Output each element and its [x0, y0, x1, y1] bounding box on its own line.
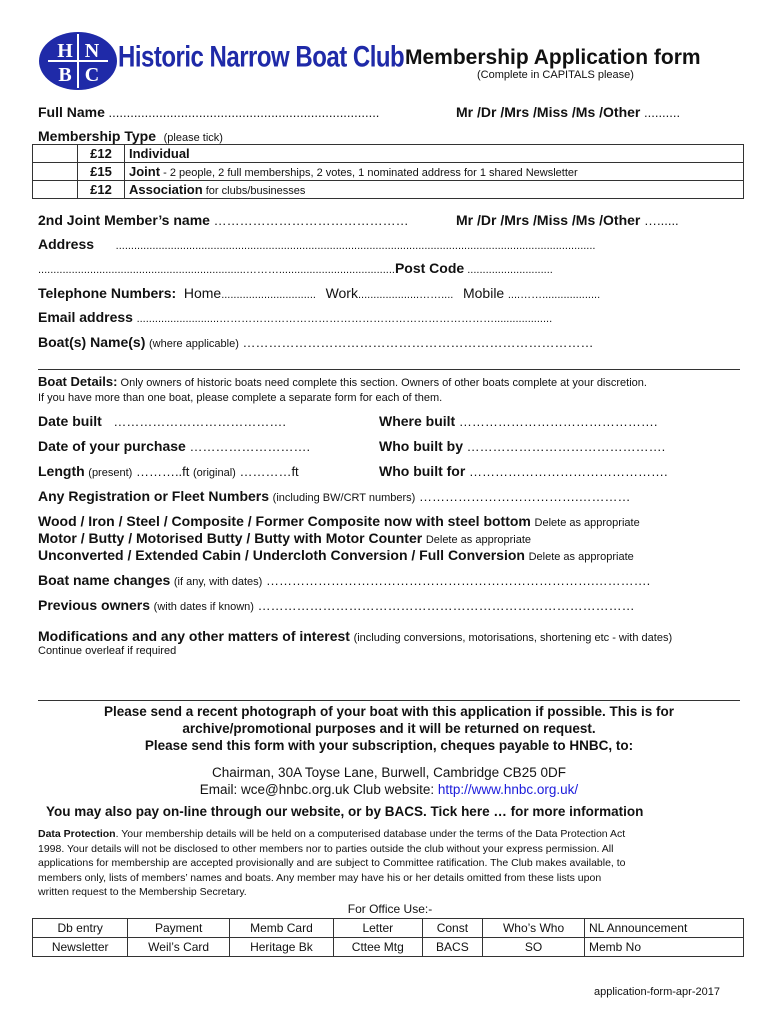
photo-line: archive/promotional purposes and it will be returned on request. — [182, 721, 596, 736]
boat-details-intro — [38, 374, 647, 406]
office-cell: Who’s Who — [483, 919, 585, 938]
data-protection-line: . Your membership details will be held on a computerised database under the terms of the Data Protection Act — [115, 828, 626, 840]
name-changes-label: Boat name changes — [38, 572, 171, 588]
divider — [38, 700, 740, 701]
data-protection-line: members only, lists of members’ names and boats. Any member may have his or her details omitted from these lists upon — [38, 871, 602, 884]
logo-letter: H — [57, 40, 73, 62]
mobile-dots: ....……................... — [507, 289, 601, 301]
email-label: Email address — [38, 309, 133, 325]
registration-label: Any Registration or Fleet Numbers — [38, 488, 270, 504]
online-payment-note: You may also pay on-line through our website, or by BACS. Tick here … for more information — [46, 804, 644, 819]
data-protection-line: applications for membership are accepted provisionally and are subject to Committee ratification. The Club makes available, to — [38, 857, 626, 869]
membership-type-note: (please tick) — [163, 132, 223, 144]
website-link[interactable]: http://www.hnbc.org.uk/ — [437, 782, 579, 797]
who-for-field[interactable] — [379, 463, 668, 479]
tick-box[interactable] — [33, 163, 78, 181]
contact-details — [38, 764, 740, 798]
logo-letter: N — [84, 40, 100, 62]
address-dots: ....................................................................………...................................... — [38, 264, 395, 276]
office-cell: Const — [422, 919, 483, 938]
membership-price: £15 — [78, 163, 125, 181]
membership-type-name: Association — [129, 182, 203, 197]
address-field[interactable] — [38, 236, 595, 252]
email-field[interactable] — [38, 309, 552, 325]
full-name-title-options[interactable] — [456, 104, 680, 120]
membership-type-heading — [38, 128, 223, 144]
length-original-note: (original) — [193, 467, 236, 479]
membership-type-name: Joint — [129, 164, 161, 179]
photo-request — [38, 703, 740, 754]
propulsion-options[interactable] — [38, 530, 531, 546]
address-dots: ............................................................................................................................................................. — [115, 240, 596, 252]
membership-desc: - 2 people, 2 full memberships, 2 votes, 1 nominated address for 1 shared Newsletter — [160, 167, 578, 179]
membership-row-association[interactable] — [33, 181, 744, 199]
length-dots: ………..ft — [135, 464, 190, 479]
logo-letter: C — [84, 64, 100, 86]
full-name-field[interactable] — [38, 104, 379, 120]
previous-owners-note: (with dates if known) — [153, 601, 254, 613]
delete-note: Delete as appropriate — [425, 534, 531, 546]
membership-desc: for clubs/businesses — [202, 185, 306, 197]
length-present-note: (present) — [88, 467, 133, 479]
telephone-field[interactable] — [38, 285, 600, 301]
telephone-label: Telephone Numbers: — [38, 285, 177, 301]
who-for-dots: ………………………………………. — [468, 464, 668, 479]
name-changes-note: (if any, with dates) — [173, 576, 263, 588]
boat-details-text: If you have more than one boat, please complete a separate form for each of them. — [38, 392, 443, 404]
construction-line: Wood / Iron / Steel / Composite / Former Composite now with steel bottom — [38, 513, 531, 529]
date-built-label: Date built — [38, 413, 102, 429]
full-name-dots: ........................................................................... — [108, 105, 380, 120]
conversion-options[interactable] — [38, 547, 634, 563]
who-built-dots: ………………………………………. — [466, 439, 666, 454]
office-cell: Payment — [128, 919, 230, 938]
photo-line: Please send a recent photograph of your boat with this application if possible. This is for — [103, 704, 675, 719]
office-cell: Letter — [334, 919, 423, 938]
membership-price: £12 — [78, 145, 125, 163]
purchase-date-field[interactable] — [38, 438, 310, 454]
logo-letter: B — [58, 64, 72, 86]
membership-type-name: Individual — [129, 146, 190, 161]
office-use-table — [32, 918, 744, 957]
full-name-label: Full Name — [38, 104, 105, 120]
home-label: Home — [183, 285, 222, 301]
membership-row-individual[interactable] — [33, 145, 744, 163]
membership-type-table — [32, 144, 744, 199]
postcode-dots: ............................ — [467, 264, 553, 276]
office-cell: NL Announcement — [585, 919, 744, 938]
joint-member-label: 2nd Joint Member’s name — [38, 212, 210, 228]
construction-line: Motor / Butty / Motorised Butty / Butty with Motor Counter — [38, 530, 423, 546]
office-cell: BACS — [422, 938, 483, 957]
previous-owners-label: Previous owners — [38, 597, 151, 613]
registration-field[interactable] — [38, 488, 631, 504]
where-built-label: Where built — [379, 413, 456, 429]
hnbc-logo-emblem — [38, 30, 118, 92]
footer-code: application-form-apr-2017 — [594, 986, 720, 998]
length-label: Length — [38, 463, 85, 479]
continue-note: Continue overleaf if required — [38, 645, 177, 657]
title-options: Mr /Dr /Mrs /Miss /Ms /Other — [456, 212, 641, 228]
office-cell: Memb Card — [229, 919, 333, 938]
date-built-dots: …………………………………. — [113, 414, 287, 429]
registration-dots: ……………………………….………… — [418, 489, 631, 504]
data-protection-line: 1998. Your details will not be disclosed to other members nor to parties outside the club without your express permission. All — [38, 842, 614, 855]
tick-box[interactable] — [33, 181, 78, 199]
construction-line: Unconverted / Extended Cabin / Undercloth Conversion / Full Conversion — [38, 547, 525, 563]
address-label: Address — [38, 236, 95, 252]
tick-box[interactable] — [33, 145, 78, 163]
previous-owners-dots: …………………………………………………………………………… — [257, 598, 635, 613]
form-title: Membership Application form — [405, 46, 701, 69]
office-cell: Newsletter — [33, 938, 128, 957]
data-protection-label: Data Protection — [38, 828, 116, 840]
boat-names-note: (where applicable) — [148, 338, 239, 350]
mobile-label: Mobile — [462, 285, 505, 301]
who-built-label: Who built by — [379, 438, 463, 454]
office-cell: Cttee Mtg — [334, 938, 423, 957]
contact-address: Chairman, 30A Toyse Lane, Burwell, Cambridge CB25 0DF — [212, 765, 566, 780]
data-protection-text — [38, 827, 748, 900]
title-dots: …...... — [644, 213, 679, 228]
length-field[interactable] — [38, 463, 299, 479]
delete-note: Delete as appropriate — [528, 551, 634, 563]
divider — [38, 369, 740, 370]
office-cell: Weil’s Card — [128, 938, 230, 957]
joint-title-options[interactable] — [456, 212, 679, 228]
who-built-field[interactable] — [379, 438, 665, 454]
name-changes-dots: ………………………………………………………………….…………. — [265, 573, 651, 588]
boat-details-label: Boat Details: — [38, 374, 118, 389]
title-dots: .......... — [644, 105, 681, 120]
delete-note: Delete as appropriate — [534, 517, 640, 529]
boat-names-label: Boat(s) Name(s) — [38, 334, 146, 350]
data-protection-line: written request to the Membership Secretary. — [38, 886, 247, 898]
office-use-label: For Office Use:- — [347, 902, 433, 916]
membership-price: £12 — [78, 181, 125, 199]
name-changes-field[interactable] — [38, 572, 650, 588]
office-cell: SO — [483, 938, 585, 957]
home-dots: ............................... — [221, 289, 316, 301]
construction-options[interactable] — [38, 513, 640, 529]
registration-note: (including BW/CRT numbers) — [272, 492, 416, 504]
who-for-label: Who built for — [379, 463, 466, 479]
office-cell: Db entry — [33, 919, 128, 938]
previous-owners-field[interactable] — [38, 597, 635, 613]
form-subtitle: (Complete in CAPITALS please) — [477, 69, 634, 81]
modifications-field[interactable] — [38, 628, 672, 644]
where-built-field[interactable] — [379, 413, 657, 429]
modifications-label: Modifications and any other matters of interest — [38, 628, 350, 644]
contact-email: Email: wce@hnbc.org.uk Club website: — [199, 782, 438, 797]
photo-line: Please send this form with your subscription, cheques payable to HNBC, to: — [144, 738, 634, 753]
club-name: Historic Narrow Boat Club — [118, 40, 405, 74]
modifications-note: (including conversions, motorisations, shortening etc - with dates) — [353, 632, 673, 644]
membership-type-label: Membership Type — [38, 128, 156, 144]
joint-member-field[interactable] — [38, 212, 409, 228]
office-cell: Heritage Bk — [229, 938, 333, 957]
postcode-label: Post Code — [394, 260, 465, 276]
where-built-dots: ………………………………………. — [458, 414, 658, 429]
title-options: Mr /Dr /Mrs /Miss /Ms /Other — [456, 104, 641, 120]
work-dots: ....................…….... — [357, 289, 454, 301]
boat-names-dots: ……………………………………………………………………… — [242, 335, 594, 350]
joint-member-dots: ……………………………………… — [213, 213, 409, 228]
address-line-2[interactable] — [38, 260, 553, 276]
length-dots: …………ft — [239, 464, 299, 479]
membership-row-joint[interactable] — [33, 163, 744, 181]
purchase-date-label: Date of your purchase — [38, 438, 186, 454]
boat-names-field[interactable] — [38, 334, 594, 350]
office-row — [33, 919, 744, 938]
boat-details-text: Only owners of historic boats need complete this section. Owners of other boats complete at your discretion. — [117, 377, 647, 389]
office-row — [33, 938, 744, 957]
purchase-date-dots: ………………………. — [189, 439, 311, 454]
office-cell: Memb No — [585, 938, 744, 957]
work-label: Work — [325, 285, 358, 301]
email-dots: ...........................…………………………………………………………………................... — [136, 313, 553, 325]
date-built-field[interactable] — [38, 413, 286, 429]
